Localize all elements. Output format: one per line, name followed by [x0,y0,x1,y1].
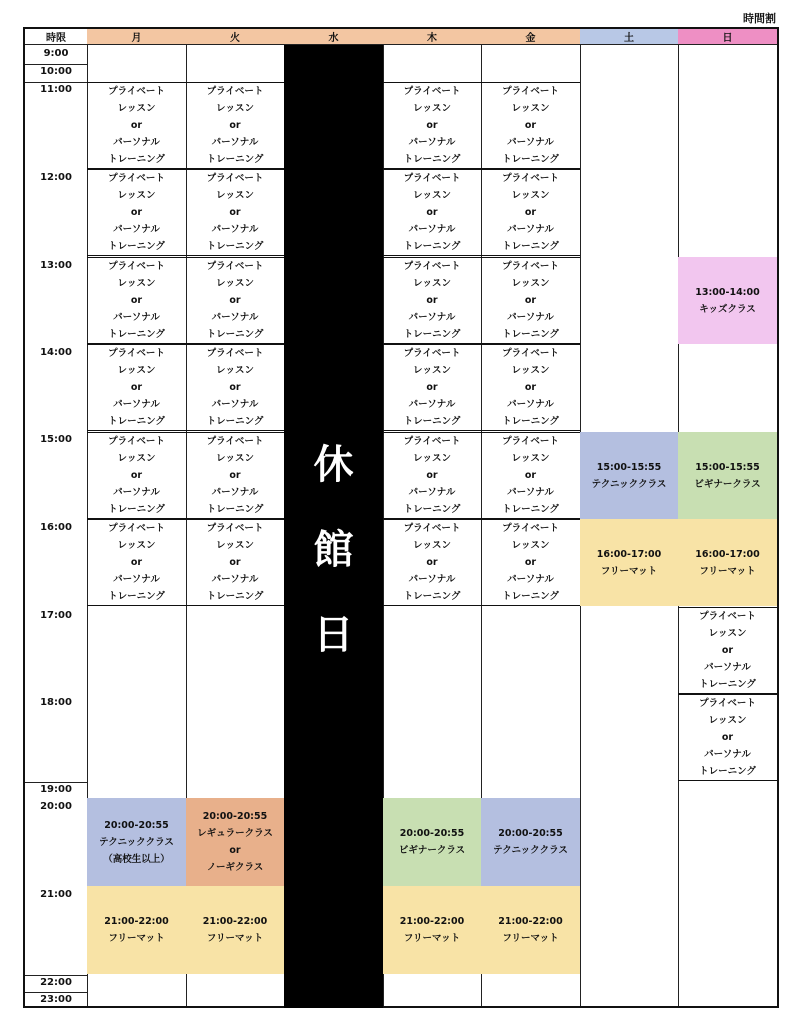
private-lesson-line: プライベート [206,436,264,447]
private-lesson-line: パーソナル [113,487,160,498]
class-time: 20:00-20:55 [104,819,169,831]
private-lesson-line: トレーニング [403,504,461,515]
private-lesson-line: レッスン [216,365,254,376]
class-name-alt: ノーギクラス [206,862,264,873]
private-lesson-line: プライベート [403,348,461,359]
private-lesson-cell-fri[interactable] [481,432,580,519]
private-lesson-line: トレーニング [403,416,461,427]
class-time: 21:00-22:00 [399,916,465,927]
private-lesson-line: or [229,557,241,568]
private-lesson-line: パーソナル [113,399,160,410]
class-time: 20:00-20:55 [399,828,465,839]
private-lesson-line: or [426,295,438,306]
private-lesson-line: トレーニング [502,241,559,252]
private-lesson-line: or [426,120,438,131]
private-lesson-line: トレーニング [403,241,461,252]
class-name: フリーマット [403,933,461,944]
private-lesson-line: レッスン [216,103,254,114]
header-friday: 金 [481,29,580,45]
private-lesson-line: or [130,557,143,568]
private-lesson-line: or [721,645,734,656]
private-lesson-cell-tue[interactable] [186,82,284,169]
row-divider [25,975,87,976]
private-lesson-cell-mon[interactable] [87,257,186,344]
class-cell-fri-2100[interactable] [481,886,580,974]
private-lesson-line: レッスン [708,715,747,726]
private-lesson-line: レッスン [216,190,254,201]
time-label: 10:00 [40,66,72,77]
document-title: 時間割 [743,12,776,25]
private-lesson-line: or [229,295,241,306]
private-lesson-line: トレーニング [502,591,559,602]
private-lesson-line: パーソナル [408,224,456,235]
class-note: （高校生以上） [103,853,170,865]
class-cell-sun-1300[interactable] [678,257,777,344]
private-lesson-line: トレーニング [502,416,559,427]
private-lesson-line: レッスン [117,540,156,551]
class-cell-sat-1600[interactable] [580,519,678,606]
private-lesson-line: トレーニング [108,241,165,252]
private-lesson-line: レッスン [413,540,451,551]
private-lesson-cell-thu[interactable] [383,344,481,431]
class-cell-thu-2100[interactable] [383,886,481,974]
private-lesson-line: パーソナル [113,574,160,585]
private-lesson-line: パーソナル [507,137,554,148]
class-cell-thu-2000[interactable] [383,798,481,886]
private-lesson-line: or [426,382,438,393]
private-lesson-line: プライベート [699,698,756,709]
private-lesson-cell-mon[interactable] [87,169,186,256]
header-saturday: 土 [580,29,678,45]
time-label: 17:00 [40,610,72,621]
private-lesson-line: トレーニング [108,504,165,515]
row-divider [25,82,87,83]
class-name: ビギナークラス [398,845,466,856]
header-wednesday: 水 [284,29,383,45]
private-lesson-line: レッスン [413,365,451,376]
private-lesson-line: トレーニング [206,329,264,340]
class-name: ビギナークラス [694,478,761,490]
class-time: 21:00-22:00 [202,916,268,927]
private-lesson-line: レッスン [511,103,550,114]
private-lesson-line: トレーニング [206,504,264,515]
class-time: 16:00-17:00 [695,548,760,560]
row-divider [25,64,87,65]
class-cell-tue-2100[interactable] [186,886,284,974]
private-lesson-line: プライベート [403,261,461,272]
private-lesson-line: プライベート [403,173,461,184]
private-lesson-line: トレーニング [108,416,165,427]
private-lesson-cell-mon[interactable] [87,82,186,169]
private-lesson-line: パーソナル [507,399,554,410]
private-lesson-line: プライベート [108,523,165,534]
time-label: 12:00 [40,172,72,183]
closed-char: 館 [313,527,354,573]
private-lesson-line: or [524,295,537,306]
private-lesson-line: パーソナル [113,312,160,323]
private-lesson-line: レッスン [413,278,451,289]
private-lesson-cell-thu[interactable] [383,257,481,344]
private-lesson-line: or [130,120,143,131]
private-lesson-line: レッスン [117,190,156,201]
private-lesson-line: or [426,470,438,481]
time-label: 18:00 [40,697,72,708]
time-label: 16:00 [40,522,72,533]
time-label: 11:00 [40,84,72,95]
header-thursday: 木 [383,29,481,45]
private-lesson-cell-sun[interactable] [678,607,777,694]
private-lesson-line: パーソナル [211,574,259,585]
private-lesson-line: レッスン [216,453,254,464]
private-lesson-line: プライベート [502,523,559,534]
private-lesson-line: トレーニング [108,329,165,340]
private-lesson-line: レッスン [511,365,550,376]
private-lesson-line: トレーニング [403,329,461,340]
private-lesson-line: プライベート [108,436,165,447]
time-label: 21:00 [40,889,72,900]
private-lesson-line: レッスン [413,453,451,464]
class-name: フリーマット [206,933,264,944]
header-period: 時限 [25,29,87,45]
private-lesson-line: レッスン [117,453,156,464]
private-lesson-cell-fri[interactable] [481,519,580,606]
private-lesson-line: パーソナル [704,662,751,673]
private-lesson-cell-thu[interactable] [383,169,481,256]
class-time: 20:00-20:55 [498,828,563,839]
private-lesson-line: プライベート [108,348,165,359]
private-lesson-line: プライベート [403,523,461,534]
private-lesson-cell-tue[interactable] [186,432,284,519]
private-lesson-line: レッスン [117,278,156,289]
private-lesson-line: パーソナル [211,224,259,235]
private-lesson-line: レッスン [511,278,550,289]
private-lesson-cell-mon[interactable] [87,432,186,519]
time-label: 20:00 [40,801,72,812]
timetable [23,27,779,1008]
private-lesson-line: トレーニング [206,154,264,165]
private-lesson-line: パーソナル [507,574,554,585]
time-label: 9:00 [43,48,69,59]
private-lesson-line: プライベート [108,173,165,184]
private-lesson-line: トレーニング [502,504,559,515]
class-or: or [229,845,241,856]
private-lesson-cell-thu[interactable] [383,519,481,606]
private-lesson-line: パーソナル [507,312,554,323]
private-lesson-line: レッスン [511,190,550,201]
private-lesson-line: パーソナル [211,399,259,410]
private-lesson-line: トレーニング [403,591,461,602]
private-lesson-line: トレーニング [699,679,756,690]
private-lesson-line: パーソナル [507,224,554,235]
private-lesson-line: パーソナル [704,749,751,760]
row-divider [25,782,87,783]
class-name: レギュラークラス [197,828,273,839]
private-lesson-line: パーソナル [507,487,554,498]
class-time: 13:00-14:00 [695,286,760,298]
private-lesson-line: レッスン [413,103,451,114]
private-lesson-line: トレーニング [699,766,756,777]
private-lesson-cell-thu[interactable] [383,432,481,519]
private-lesson-cell-tue[interactable] [186,344,284,431]
private-lesson-line: プライベート [403,86,461,97]
private-lesson-line: パーソナル [408,312,456,323]
private-lesson-line: or [130,382,143,393]
class-cell-mon-2100[interactable] [87,886,186,974]
private-lesson-line: トレーニング [206,591,264,602]
private-lesson-line: トレーニング [206,241,264,252]
private-lesson-line: プライベート [206,261,264,272]
private-lesson-line: プライベート [206,348,264,359]
class-name: フリーマット [600,565,658,577]
private-lesson-line: プライベート [502,86,559,97]
private-lesson-line: プライベート [502,173,559,184]
private-lesson-line: or [426,207,438,218]
private-lesson-line: レッスン [117,365,156,376]
private-lesson-line: レッスン [117,103,156,114]
class-cell-sun-1600[interactable] [678,519,777,606]
private-lesson-cell-mon[interactable] [87,519,186,606]
private-lesson-cell-fri[interactable] [481,169,580,256]
private-lesson-line: パーソナル [211,487,259,498]
private-lesson-line: or [524,382,537,393]
private-lesson-line: プライベート [206,86,264,97]
private-lesson-line: レッスン [511,453,550,464]
header-sunday: 日 [678,29,777,45]
class-cell-tue-2000[interactable] [186,798,284,886]
private-lesson-line: レッスン [708,628,747,639]
private-lesson-cell-fri[interactable] [481,257,580,344]
time-label: 23:00 [40,994,72,1005]
private-lesson-line: パーソナル [408,487,456,498]
closed-char: 休 [313,442,354,488]
private-lesson-line: パーソナル [408,574,456,585]
class-name: テクニッククラス [591,478,667,490]
class-name: フリーマット [108,933,165,944]
private-lesson-line: トレーニング [108,591,165,602]
private-lesson-cell-fri[interactable] [481,344,580,431]
class-time: 20:00-20:55 [202,811,268,822]
class-time: 21:00-22:00 [104,916,169,927]
class-time: 21:00-22:00 [498,916,563,927]
private-lesson-line: プライベート [502,436,559,447]
private-lesson-line: トレーニング [403,154,461,165]
class-cell-mon-2000[interactable] [87,798,186,886]
private-lesson-line: トレーニング [502,329,559,340]
class-time: 15:00-15:55 [695,461,760,473]
private-lesson-line: or [229,470,241,481]
private-lesson-cell-mon[interactable] [87,344,186,431]
class-name: テクニッククラス [493,845,568,856]
private-lesson-line: パーソナル [408,399,456,410]
private-lesson-line: or [524,557,537,568]
private-lesson-line: トレーニング [108,154,165,165]
private-lesson-line: or [130,295,143,306]
private-lesson-line: or [524,470,537,481]
private-lesson-line: パーソナル [211,137,259,148]
private-lesson-line: or [130,207,143,218]
class-name: キッズクラス [699,303,756,315]
private-lesson-line: レッスン [413,190,451,201]
private-lesson-line: or [130,470,143,481]
private-lesson-line: or [524,207,537,218]
private-lesson-cell-tue[interactable] [186,519,284,606]
class-name: フリーマット [502,933,559,944]
private-lesson-line: or [229,382,241,393]
private-lesson-line: プライベート [206,523,264,534]
private-lesson-line: トレーニング [206,416,264,427]
time-label: 19:00 [40,784,72,795]
private-lesson-line: パーソナル [408,137,456,148]
private-lesson-line: プライベート [403,436,461,447]
private-lesson-cell-thu[interactable] [383,82,481,169]
private-lesson-line: プライベート [502,261,559,272]
private-lesson-line: レッスン [216,278,254,289]
private-lesson-line: プライベート [108,261,165,272]
private-lesson-line: パーソナル [113,137,160,148]
private-lesson-line: レッスン [511,540,550,551]
time-label: 14:00 [40,347,72,358]
class-time: 16:00-17:00 [596,548,662,560]
time-label: 22:00 [40,977,72,988]
closed-day-block [284,45,383,1008]
class-name: フリーマット [699,565,756,577]
private-lesson-line: レッスン [216,540,254,551]
class-name: テクニッククラス [99,836,174,848]
private-lesson-line: or [426,557,438,568]
private-lesson-line: パーソナル [211,312,259,323]
private-lesson-cell-sun[interactable] [678,694,777,781]
private-lesson-line: or [524,120,537,131]
private-lesson-line: or [721,732,734,743]
private-lesson-line: プライベート [699,611,756,622]
class-time: 15:00-15:55 [596,461,662,473]
time-label: 13:00 [40,260,72,271]
private-lesson-line: プライベート [502,348,559,359]
time-label: 15:00 [40,434,72,445]
private-lesson-line: プライベート [206,173,264,184]
class-cell-sat-1500[interactable] [580,432,678,519]
class-cell-fri-2000[interactable] [481,798,580,886]
private-lesson-cell-fri[interactable] [481,82,580,169]
row-divider [25,992,87,993]
private-lesson-line: or [229,120,241,131]
private-lesson-cell-tue[interactable] [186,257,284,344]
private-lesson-line: トレーニング [502,154,559,165]
private-lesson-line: or [229,207,241,218]
private-lesson-line: パーソナル [113,224,160,235]
private-lesson-cell-tue[interactable] [186,169,284,256]
private-lesson-line: プライベート [108,86,165,97]
closed-char: 日 [313,612,354,658]
header-tuesday: 火 [186,29,284,45]
header-monday: 月 [87,29,186,45]
class-cell-sun-1500[interactable] [678,432,777,519]
